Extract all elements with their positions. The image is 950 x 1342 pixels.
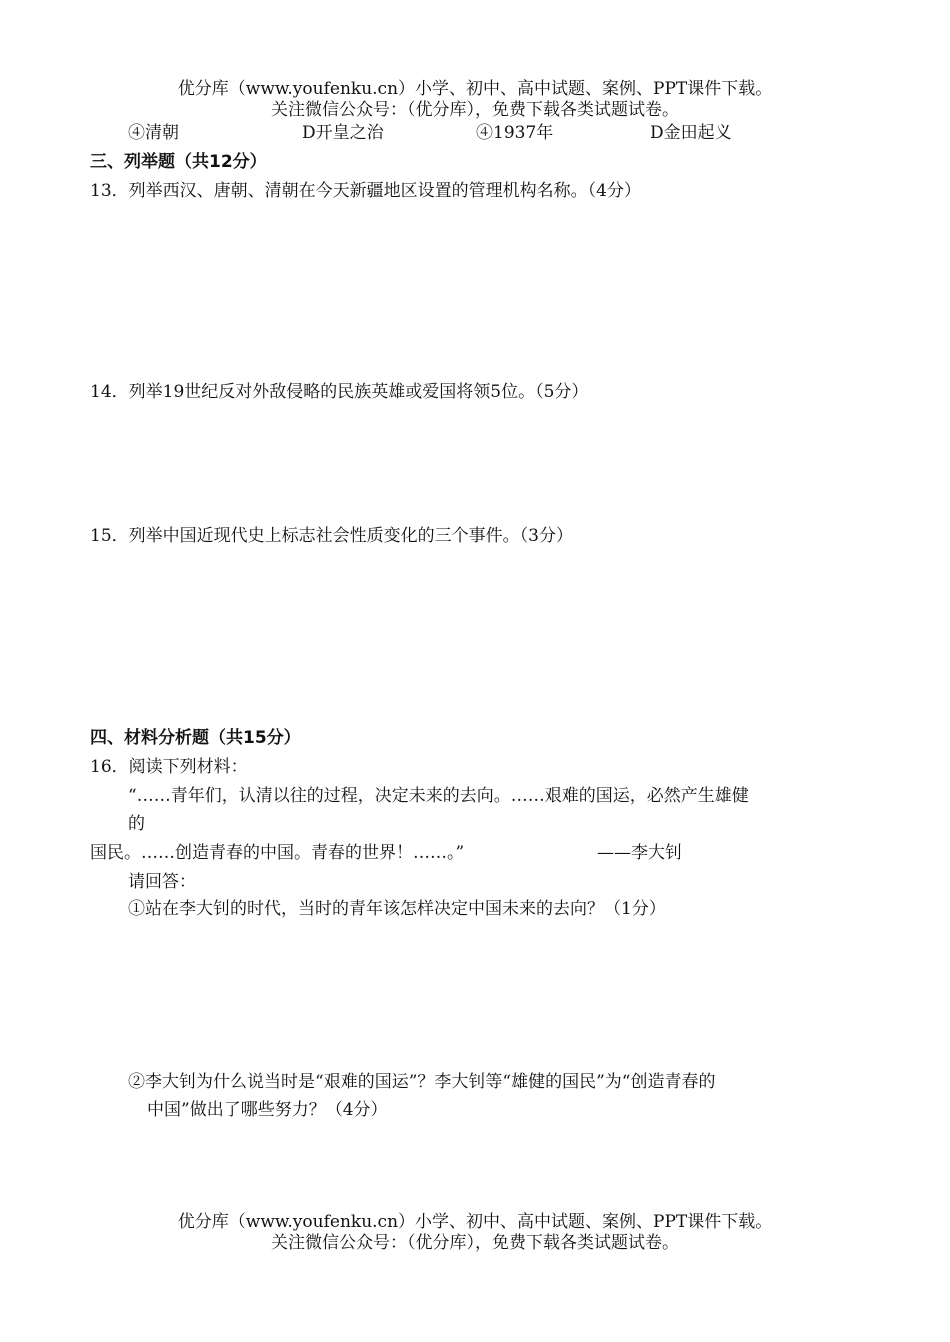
header-line-1: 优分库（www.youfenku.cn）小学、初中、高中试题、案例、PPT课件下载。 (177, 79, 773, 99)
question-16: 16．阅读下列材料： (90, 757, 248, 777)
sub-question-1: ①站在李大钊的时代，当时的青年该怎样决定中国未来的去向？（1分） (128, 899, 666, 919)
answer-prompt: 请回答： (128, 872, 196, 892)
option-3: ④1937年 (476, 123, 554, 143)
quote-author: ——李大钊 (597, 843, 682, 863)
question-14: 14．列举19世纪反对外敌侵略的民族英雄或爱国将领5位。（5分） (90, 382, 589, 402)
footer-line-1: 优分库（www.youfenku.cn）小学、初中、高中试题、案例、PPT课件下载。 (177, 1212, 773, 1232)
footer-line-2: 关注微信公众号：（优分库），免费下载各类试题试卷。 (271, 1233, 679, 1253)
question-13: 13．列举西汉、唐朝、清朝在今天新疆地区设置的管理机构名称。（4分） (90, 181, 641, 201)
quote-line-3: 国民。……创造青春的中国。青春的世界！……。” (90, 843, 465, 863)
quote-line-2: 的 (128, 814, 145, 834)
option-1: ④清朝 (128, 123, 179, 143)
quote-line-1: “……青年们，认清以往的过程，决定未来的去向。……艰难的国运，必然产生雄健 (128, 786, 749, 806)
section-3-title: 三、列举题（共12分） (90, 152, 267, 172)
option-2: D开皇之治 (302, 123, 384, 143)
sub-question-2-line-2: 中国”做出了哪些努力？（4分） (147, 1100, 388, 1120)
option-4: D金田起义 (650, 123, 732, 143)
section-4-title: 四、材料分析题（共15分） (90, 728, 301, 748)
question-15: 15．列举中国近现代史上标志社会性质变化的三个事件。（3分） (90, 526, 573, 546)
header-line-2: 关注微信公众号：（优分库），免费下载各类试题试卷。 (271, 100, 679, 120)
sub-question-2-line-1: ②李大钊为什么说当时是“艰难的国运”？李大钊等“雄健的国民”为“创造青春的 (128, 1072, 716, 1092)
